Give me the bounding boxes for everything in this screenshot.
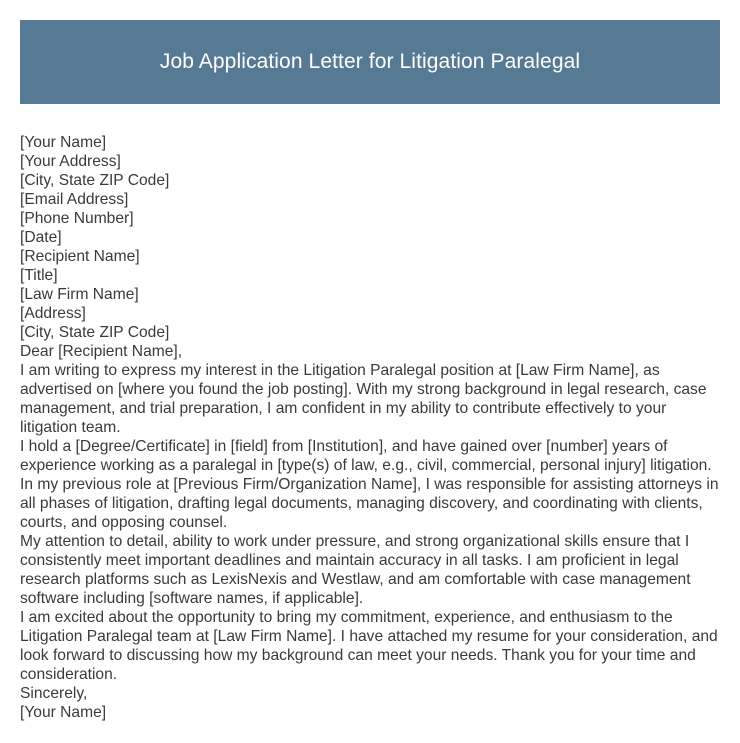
recipient-address: [Address] [20,305,86,322]
paragraph-experience: I hold a [Degree/Certificate] in [field] from [Institution], and have gained over [number] years of experience working as a paralegal in [type(s) of law, e.g., civil, commercial, personal injury] litigation. In my previous role at [Previous Firm/Organization Name], I was responsible for assisting attorneys in all phases of litigation, drafting legal documents, managing discovery, and coordinating with clients, courts, and opposing counsel. [20,438,719,531]
salutation: Dear [Recipient Name], [20,343,183,360]
sender-name: [Your Name] [20,134,107,151]
paragraph-closing: I am excited about the opportunity to bring my commitment, experience, and enthusiasm to the Litigation Paralegal team at [Law Firm Name]. I have attached my resume for your consideration, and look forward to discussing how my background can meet your needs. Thank you for your time and consideration. [20,609,718,683]
letter-header [20,20,720,104]
sender-phone: [Phone Number] [20,210,134,227]
paragraph-interest: I am writing to express my interest in the Litigation Paralegal position at [Law Firm Name], as advertised on [where you found the job posting]. With my strong background in legal research, case management, and trial preparation, I am confident in my ability to contribute effectively to your litigation team. [20,362,707,436]
letter-date: [Date] [20,229,62,246]
closing: Sincerely, [20,685,88,702]
recipient-city-state-zip: [City, State ZIP Code] [20,324,170,341]
sender-address: [Your Address] [20,153,121,170]
recipient-firm: [Law Firm Name] [20,286,139,303]
letter-body [20,133,724,722]
sender-city-state-zip: [City, State ZIP Code] [20,172,170,189]
recipient-name: [Recipient Name] [20,248,140,265]
recipient-title: [Title] [20,267,58,284]
signature: [Your Name] [20,704,107,721]
sender-email: [Email Address] [20,191,129,208]
page-title: Job Application Letter for Litigation Paralegal [159,50,581,73]
paragraph-skills: My attention to detail, ability to work under pressure, and strong organizational skills ensure that I consistently meet important deadlines and maintain accuracy in all tasks. I am proficient in legal research platforms such as LexisNexis and Westlaw, and am comfortable with case management software including [software names, if applicable]. [20,533,691,607]
